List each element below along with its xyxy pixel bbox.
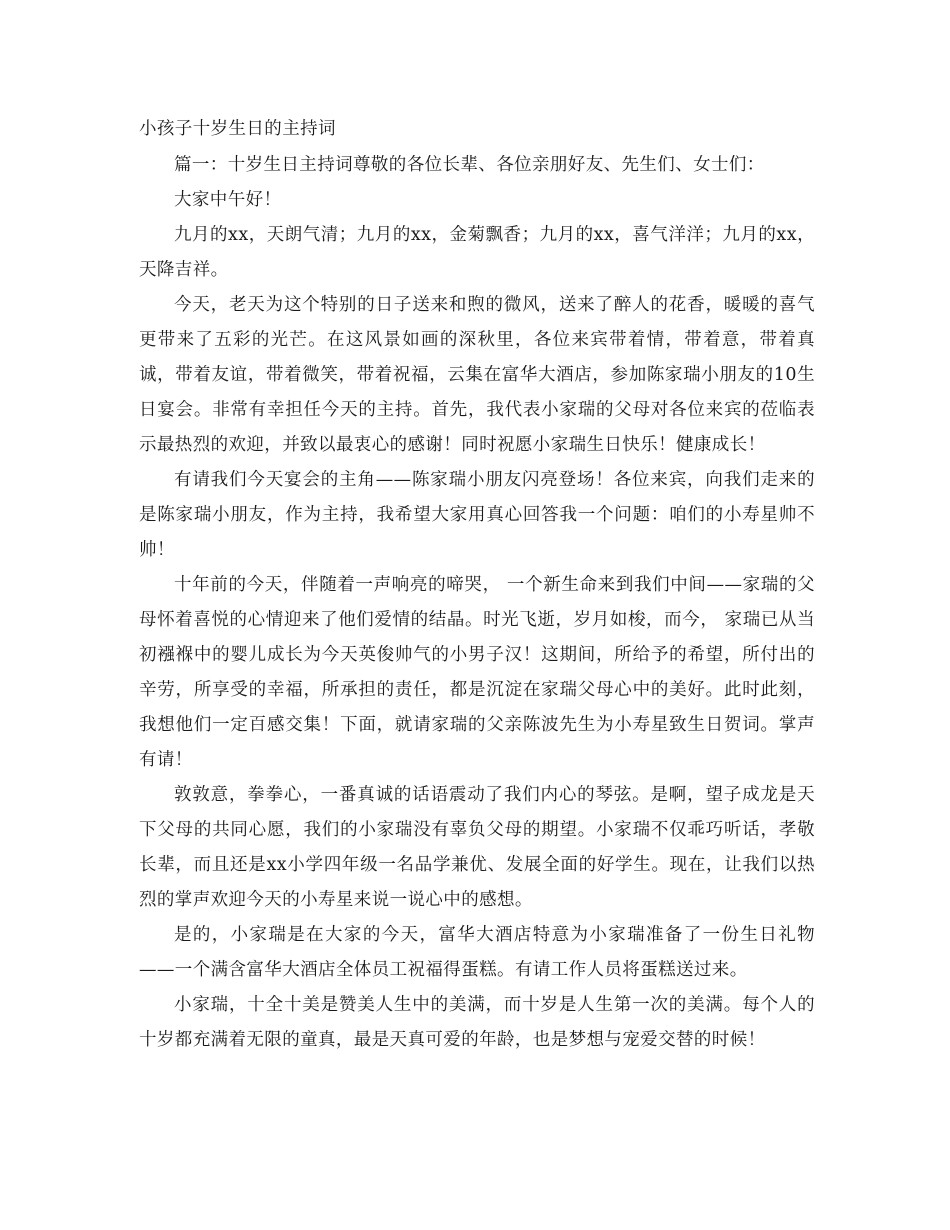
paragraph-2: 大家中午好！ [174,190,282,210]
paragraph-4: 今天，老天为这个特别的日子送来和煦的微风，送来了醉人的花香，暖暖的喜气更带来了五彩的光芒。在这风景如画的深秋里，各位来宾带着情，带着意，带着真诚，带着友谊，带着微笑，带着祝福，云集在富华大酒店，参加陈家瑞小朋友的10生日宴会。非常有幸担任今天的主持。首先，我代表小家瑞的父母对各位来宾的莅临表示最热烈的欢迎，并致以最衷心的感谢！同时祝愿小家瑞生日快乐！健康成长！ [139,295,815,455]
paragraph-9: 小家瑞，十全十美是赞美人生中的美满，而十岁是人生第一次的美满。每个人的十岁都充满着无限的童真，最是天真可爱的年龄，也是梦想与宠爱交替的时候！ [139,995,815,1050]
document-title: 小孩子十岁生日的主持词 [139,119,336,139]
paragraph-6: 十年前的今天，伴随着一声响亮的啼哭， 一个新生命来到我们中间——家瑞的父母怀着喜悦的心情迎来了他们爱情的结晶。时光飞逝，岁月如梭，而今， 家瑞已从当初襁褓中的婴儿成长为今天英俊帅气的小男子汉！这期间，所给予的希望，所付出的辛劳，所享受的幸福，所承担的责任，都是沉淀在家瑞父母心中的美好。此时此刻，我想他们一定百感交集！下面，就请家瑞的父亲陈波先生为小寿星致生日贺词。掌声有请！ [139,575,815,770]
paragraph-3: 九月的xx，天朗气清；九月的xx，金菊飘香；九月的xx，喜气洋洋；九月的xx，天降吉祥。 [139,225,815,280]
paragraph-1: 篇一：十岁生日主持词尊敬的各位长辈、各位亲朋好友、先生们、女士们： [174,155,765,175]
paragraph-7: 敦敦意，拳拳心，一番真诚的话语震动了我们内心的琴弦。是啊，望子成龙是天下父母的共同心愿，我们的小家瑞没有辜负父母的期望。小家瑞不仅乖巧听话，孝敬长辈，而且还是xx小学四年级一名品学兼优、发展全面的好学生。现在，让我们以热烈的掌声欢迎今天的小寿星来说一说心中的感想。 [139,785,815,910]
paragraph-5: 有请我们今天宴会的主角——陈家瑞小朋友闪亮登场！各位来宾，向我们走来的是陈家瑞小朋友，作为主持，我希望大家用真心回答我一个问题：咱们的小寿星帅不帅！ [139,470,815,560]
paragraph-8: 是的，小家瑞是在大家的今天，富华大酒店特意为小家瑞准备了一份生日礼物——一个满含富华大酒店全体员工祝福得蛋糕。有请工作人员将蛋糕送过来。 [139,925,815,980]
document-page [139,113,815,1058]
